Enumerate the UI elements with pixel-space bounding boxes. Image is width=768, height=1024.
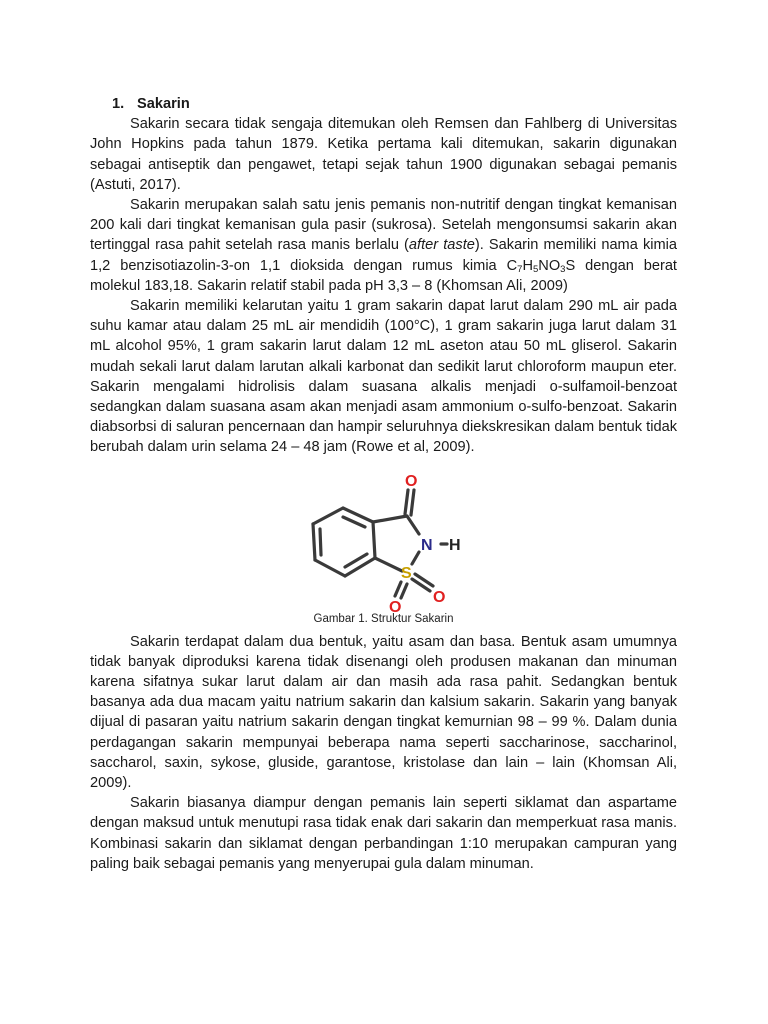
figure-caption: Gambar 1. Struktur Sakarin [313, 612, 454, 625]
formula-c-count: 7 [517, 263, 523, 275]
paragraph-history: Sakarin secara tidak sengaja ditemukan oleh Remsen dan Fahlberg di Universitas John Hopkins pada tahun 1879. Ketika pertama kali ditemukan, sakarin digunakan sebagai antiseptik dan pengawet, tetapi sejak tahun 1900 digunakan sebagai pemanis (Astuti, 2017). [90, 116, 677, 193]
ring-bond [313, 524, 315, 560]
ring-bond [315, 560, 345, 576]
carbonyl-bond [405, 490, 408, 514]
ring-double-bond [343, 517, 365, 527]
formula-s: S [565, 257, 576, 274]
atom-nitrogen: N [420, 536, 433, 554]
sulfonyl-bond [395, 582, 401, 596]
document-page [90, 94, 677, 874]
formula-c: C [506, 257, 518, 274]
bond [373, 516, 407, 522]
atom-oxygen-sulfonyl-right: O [432, 588, 445, 606]
section-heading [112, 94, 677, 114]
atom-oxygen-carbonyl: O [404, 472, 417, 490]
section-title: Sakarin [137, 96, 190, 112]
saccharin-structure-diagram [299, 464, 469, 612]
atom-hydrogen: H [448, 536, 461, 554]
bond [412, 552, 419, 564]
bond [375, 558, 402, 571]
chemical-formula [507, 258, 576, 274]
after-taste-term: after taste [408, 237, 475, 254]
bond [407, 516, 419, 534]
ring-bond [313, 508, 343, 524]
paragraph-properties-part3: dengan berat molekul 183,18. Sakarin relatif stabil pada pH 3,3 – 8 (Khomsan Ali, 2009) [90, 257, 677, 294]
formula-no: NO [538, 257, 561, 274]
formula-h: H [522, 257, 533, 274]
formula-h-count: 5 [532, 263, 539, 275]
paragraph-solubility: Sakarin memiliki kelarutan yaitu 1 gram sakarin dapat larut dalam 290 mL air pada suhu kamar atau dalam 25 mL air mendidih (100°C), 1 gram sakarin juga larut dalam 31 mL alcohol 95%, 1 gram sakarin larut dalam 12 mL aseton atau 50 mL gliserol. Sakarin mudah sekali larut dalam larutan alkali karbonat dan sedikit larut chloroform maupun eter. Sakarin mengalami hidrolisis dalam suasana alkalis menjadi o-sulfamoil-benzoat sedangkan dalam suasana asam akan menjadi asam ammonium o-sulfo-benzoat. Sakarin diabsorbsi di saluran pencernaan dan hampir seluruhnya diekskresikan dalam bentuk tidak berubah dalam urin selama 24 – 48 jam (Rowe et al, 2009). [90, 298, 677, 456]
ring-double-bond [320, 529, 321, 555]
formula-o-count: 3 [560, 263, 566, 275]
paragraph-properties-part1: Sakarin merupakan salah satu jenis pemanis non-nutritif dengan tingkat kemanisan 200 kali dari tingkat kemanisan gula pasir (sukrosa). Setelah mengonsumsi sakarin akan tertinggal rasa pahit setelah rasa manis berlalu ( [90, 197, 677, 254]
saccharin-figure [90, 464, 677, 626]
ring-bond [345, 558, 375, 576]
paragraph-properties [90, 195, 677, 296]
carbonyl-bond [411, 490, 414, 515]
paragraph-forms: Sakarin terdapat dalam dua bentuk, yaitu asam dan basa. Bentuk asam umumnya tidak banyak diproduksi karena tidak disenangi oleh produsen makanan dan minuman karena sifatnya sukar larut dalam air dan masih ada rasa pahit. Sedangkan bentuk basanya ada dua macam yaitu natrium sakarin dan kalsium sakarin. Sakarin yang banyak dijual di pasaran yaitu natrium sakarin dengan tingkat kemurnian 98 – 99 %. Dalam dunia perdagangan sakarin mempunyai beberapa nama seperti saccharinose, saccharinol, saccharol, saxin, sykose, gluside, garantose, kristolase dan lain – lain (Khomsan Ali, 2009). [90, 633, 677, 792]
sulfonyl-bond [401, 584, 407, 598]
paragraph-combination: Sakarin biasanya diampur dengan pemanis lain seperti siklamat dan aspartame dengan maksud untuk menutupi rasa tidak enak dari sakarin dan memperkuat rasa manis. Kombinasi sakarin dan siklamat dengan perbandingan 1:10 merupakan campuran yang paling baik sebagai pemanis yang menyerupai gula dalam minuman. [90, 795, 677, 872]
atom-sulfur: S [400, 564, 412, 582]
paragraph-properties-part2: ). Sakarin memiliki nama kimia 1,2 benzisotiazolin-3-on 1,1 dioksida dengan rumus kimia [90, 237, 678, 274]
ring-bond [373, 522, 375, 558]
section-number: 1. [112, 96, 125, 112]
atom-oxygen-sulfonyl-bottom: O [388, 598, 401, 612]
